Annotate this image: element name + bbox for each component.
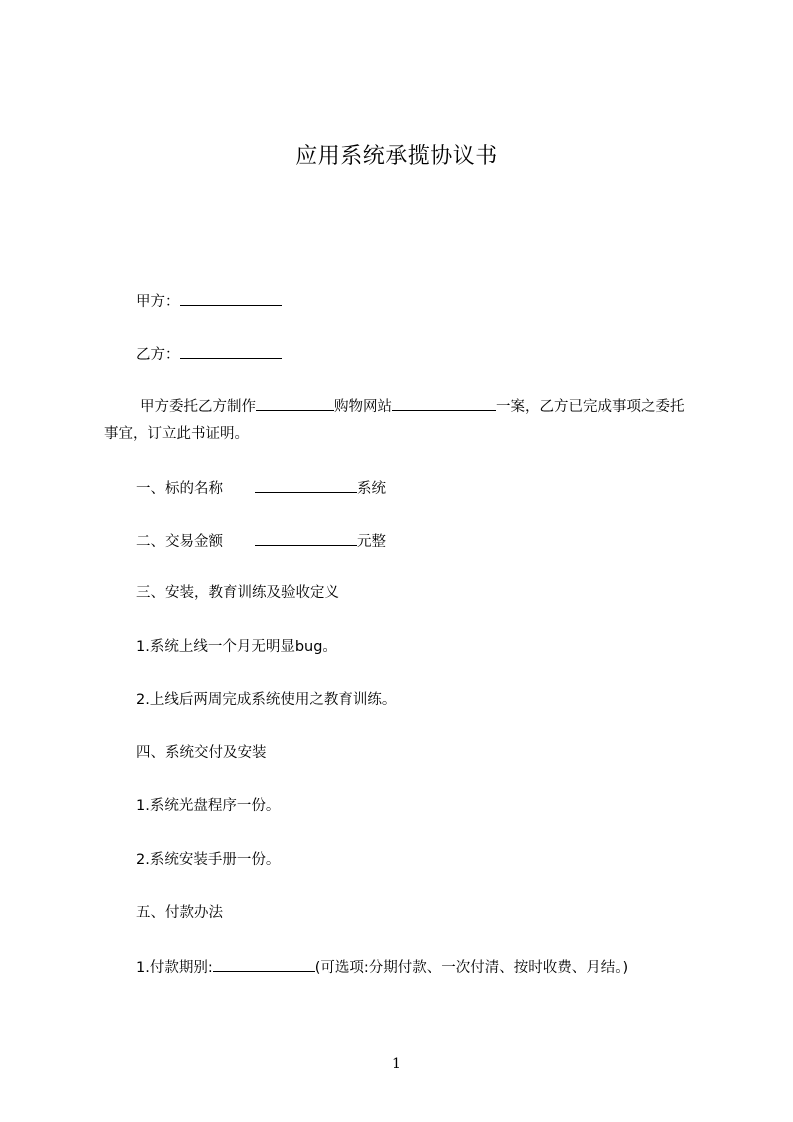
section5-heading: 五、付款办法: [136, 905, 223, 921]
party-a-line: [136, 291, 282, 312]
item2-blank[interactable]: [255, 531, 357, 546]
party-b-line: [136, 344, 282, 365]
item1-label: 一、标的名称: [136, 481, 223, 497]
section3-heading: 三、安装，教育训练及验收定义: [136, 585, 339, 601]
section4-item2: 2.系统安装手册一份。: [136, 852, 281, 868]
section3-item1: 1.系统上线一个月无明显bug。: [136, 639, 337, 655]
section3-item2: 2.上线后两周完成系统使用之教育训练。: [136, 692, 397, 708]
document-title: 应用系统承揽协议书: [295, 144, 498, 169]
item1-blank[interactable]: [255, 478, 357, 493]
item1-suffix: 系统: [357, 481, 386, 497]
page-number: 1: [392, 1056, 401, 1072]
section4-item1: 1.系统光盘程序一份。: [136, 798, 281, 814]
payment-period-blank[interactable]: [213, 957, 315, 972]
item1-line: [136, 478, 386, 499]
section4-heading: 四、系统交付及安装: [136, 745, 267, 761]
intro-paragraph: [104, 394, 694, 448]
intro-blank-1[interactable]: [256, 396, 334, 411]
party-b-blank[interactable]: [180, 344, 282, 359]
section5-item1-label: 1.付款期别:: [136, 960, 213, 976]
intro-text-1: 甲方委托乙方制作: [140, 399, 256, 415]
section5-item1-line: [136, 957, 628, 978]
intro-text-2: 购物网站: [334, 399, 392, 415]
intro-blank-2[interactable]: [392, 396, 496, 411]
party-a-label: 甲方：: [136, 294, 180, 310]
item2-label: 二、交易金额: [136, 534, 223, 550]
intro-text-3: 一案，乙方已完成事项之委托事宜，订立此书证明。: [104, 399, 685, 442]
section5-item1-note: (可选项:分期付款、一次付清、按时收费、月结。): [314, 960, 629, 976]
party-b-label: 乙方：: [136, 347, 180, 363]
item2-line: [136, 531, 386, 552]
item2-suffix: 元整: [357, 534, 386, 550]
party-a-blank[interactable]: [180, 291, 282, 306]
